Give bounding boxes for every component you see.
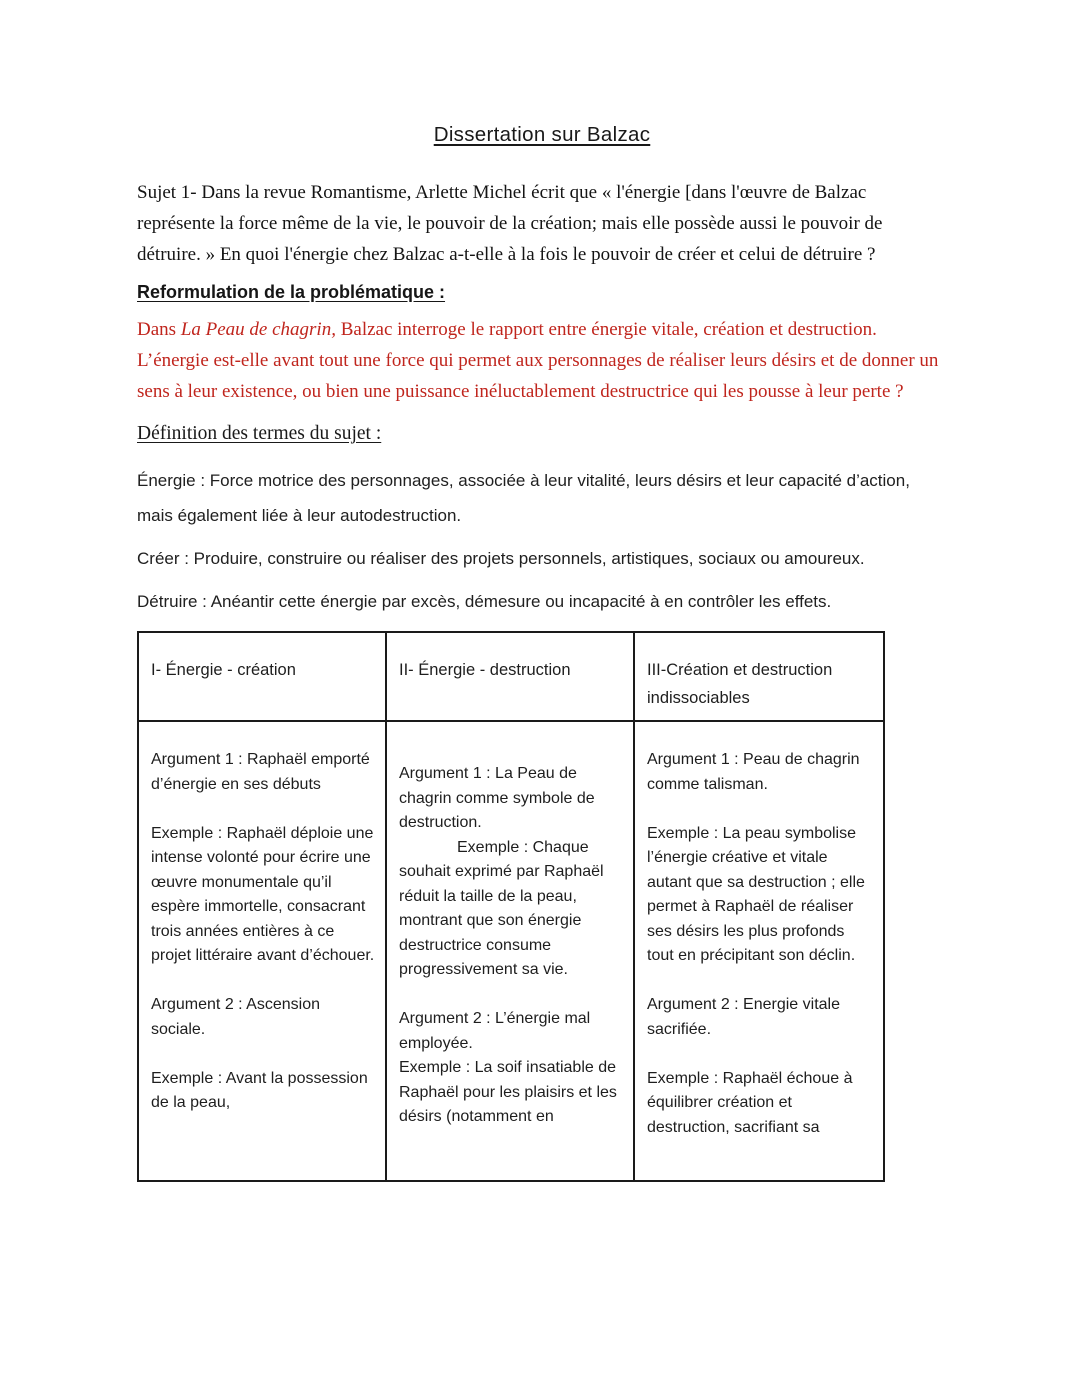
paragraph: Argument 2 : Energie vitale sacrifiée. (647, 996, 840, 1038)
document-title: Dissertation sur Balzac (433, 123, 651, 146)
paragraph (399, 983, 623, 1008)
section-heading-reformulation: Reformulation de la problématique : (137, 282, 446, 302)
paragraph: Argument 2 : L’énergie mal employée. (399, 1010, 591, 1052)
arguments-table (137, 631, 885, 1182)
paragraph: Exemple : Raphaël échoue à équilibrer création et destruction, sacrifiant sa (647, 1069, 853, 1136)
paragraph: Détruire : Anéantir cette énergie par excès, démesure ou incapacité à en contrôler les effets. (137, 592, 832, 611)
reformulation-text-suffix: Balzac interroge le rapport entre énergie vitale, création et destruction. L’énergie est-elle avant tout une force qui permet aux personnages de réaliser leurs désirs et de donner un sens à leur existence, ou bien une puissance inéluctablement destructrice qui les pousse à leur perte ? (137, 319, 939, 402)
paragraph (647, 969, 873, 994)
reformulation-text-prefix: Dans (137, 319, 181, 340)
paragraph: Argument 2 : Ascension sociale. (151, 996, 320, 1038)
paragraph (151, 797, 375, 822)
section-heading-definitions: Définition des termes du sujet : (137, 423, 382, 444)
table-header-creation-destruction-indissociables: III-Création et destruction indissociables (647, 661, 833, 707)
table-cell-col3-arguments (635, 720, 883, 1180)
paragraph: Énergie : Force motrice des personnages, associée à leur vitalité, leurs désirs et leur capacité d’action, mais également liée à leur autodestruction. (137, 471, 910, 525)
table-cell-col1-arguments (139, 720, 387, 1180)
paragraph: Argument 1 : Peau de chagrin comme talisman. (647, 751, 860, 793)
table-cell-col2-arguments (387, 720, 635, 1180)
definitions-list (137, 463, 947, 619)
table-header-energie-destruction: II- Énergie - destruction (387, 633, 635, 720)
paragraph (647, 1042, 873, 1067)
paragraph: Exemple : Avant la possession de la peau, (151, 1069, 368, 1111)
paragraph (151, 969, 375, 994)
paragraph: Exemple : La soif insatiable de Raphaël pour les plaisirs et les désirs (notamment en (399, 1059, 617, 1125)
paragraph: Argument 1 : La Peau de chagrin comme symbole de destruction. (399, 765, 595, 831)
table-header-energie-creation: I- Énergie - création (139, 633, 387, 720)
paragraph: Argument 1 : Raphaël emporté d’énergie en ses débuts (151, 751, 370, 793)
paragraph (647, 797, 873, 822)
reformulation-book-title: La Peau de chagrin, (180, 319, 336, 340)
paragraph: Créer : Produire, construire ou réaliser des projets personnels, artistiques, sociaux ou amoureux. (137, 549, 865, 568)
intro-paragraph: Sujet 1- Dans la revue Romantisme, Arlette Michel écrit que « l'énergie [dans l'œuvre de Balzac représente la force même de la vie, le pouvoir de la création; mais elle possède aussi le pouvoir de détruire. » En quoi l'énergie chez Balzac a-t-elle à la fois le pouvoir de créer et celui de détruire ? (137, 182, 883, 265)
paragraph: Exemple : Chaque souhait exprimé par Raphaël réduit la taille de la peau, montrant que son énergie destructrice consume progressivement sa vie. (399, 838, 604, 978)
reformulation-paragraph (137, 314, 947, 407)
paragraph (151, 1042, 375, 1067)
paragraph: Exemple : La peau symbolise l’énergie créative et vitale autant que sa destruction ; elle permet à Raphaël de réaliser ses désirs les plus profonds tout en précipitant son déclin. (647, 824, 865, 964)
paragraph: Exemple : Raphaël déploie une intense volonté pour écrire une œuvre monumentale qu’il espère immortelle, consacrant trois années entières à ce projet littéraire avant d’échouer. (151, 824, 375, 964)
